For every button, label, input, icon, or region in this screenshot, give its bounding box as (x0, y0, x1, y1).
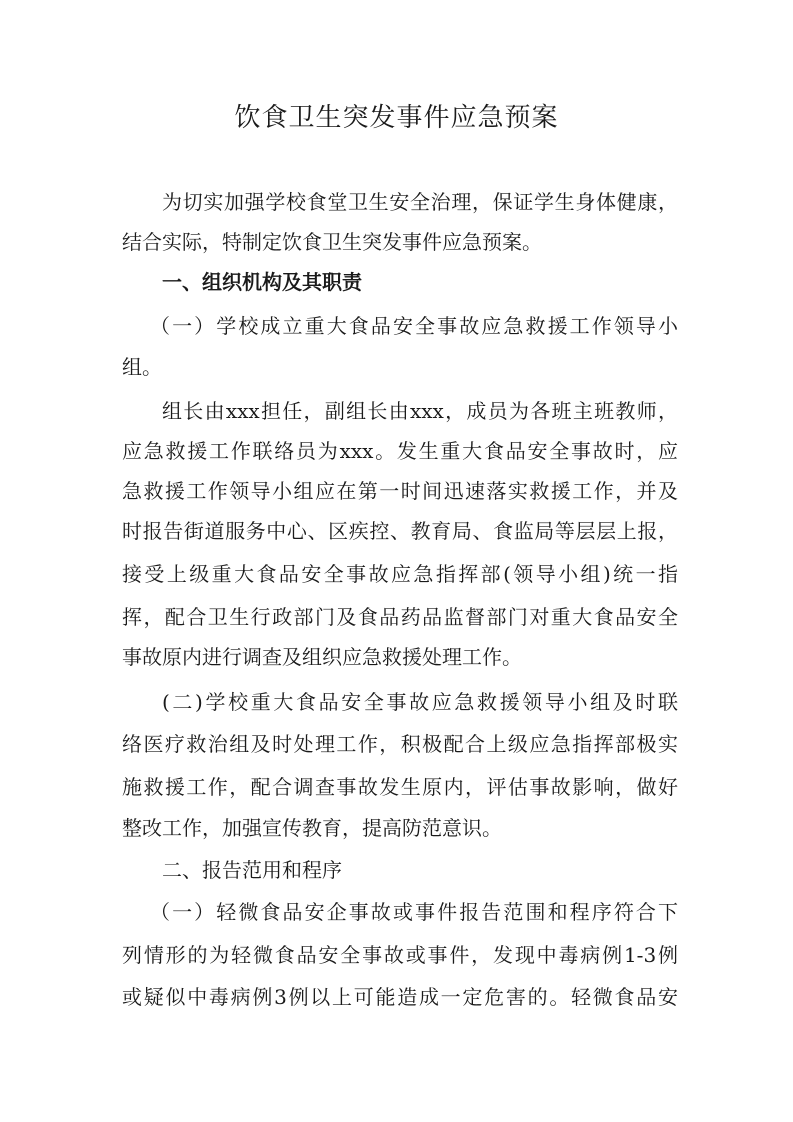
text-line: 或疑似中毒病例3例以上可能造成一定危害的。轻微食品安 (122, 985, 678, 1009)
text-line: 络医疗救治组及时处理工作，积极配合上级应急指挥部极实 (122, 732, 678, 756)
text-line: 事故原内进行调查及组织应急救援处理工作。 (122, 645, 522, 669)
text-line: （一）轻微食品安企事故或事件报告范围和程序符合下 (150, 900, 678, 924)
section-heading: 二、报告范用和程序 (162, 858, 342, 882)
text-line: 施救援工作，配合调查事故发生原内，评估事故影响，做好 (122, 775, 678, 799)
text-line: 列情形的为轻微食品安全事故或事件，发现中毒病例1-3例 (122, 943, 678, 967)
text-line: 时报告街道服务中心、区疾控、教育局、食监局等层层上报， (122, 519, 678, 543)
text-line: 组长由xxx担任，副组长由xxx，成员为各班主班教师， (162, 399, 678, 423)
text-line: 急救援工作领导小组应在第一时间迅速落实救援工作，并及 (122, 479, 678, 503)
text-line: 接受上级重大食品安全事故应急指挥部(领导小组)统一指 (122, 562, 678, 586)
text-line: 整改工作，加强宣传教育，提高防范意识。 (122, 816, 502, 840)
section-heading: 一、组织机构及其职责 (162, 270, 362, 294)
document-title: 饮食卫生突发事件应急预案 (234, 103, 559, 133)
text-line: 组。 (122, 355, 162, 379)
text-line: 为切实加强学校食堂卫生安全治理，保证学生身体健康， (162, 190, 678, 214)
text-line: 挥，配合卫生行政部门及食品药品监督部门对重大食品安全 (122, 605, 678, 629)
text-line: （一）学校成立重大食品安全事故应急救援工作领导小 (150, 314, 678, 338)
text-line: 应急救援工作联络员为xxx。发生重大食品安全事故时，应 (122, 439, 678, 463)
text-line: (二)学校重大食品安全事故应急救援领导小组及时联 (162, 690, 678, 714)
text-line: 结合实际，特制定饮食卫生突发事件应急预案。 (122, 230, 542, 254)
